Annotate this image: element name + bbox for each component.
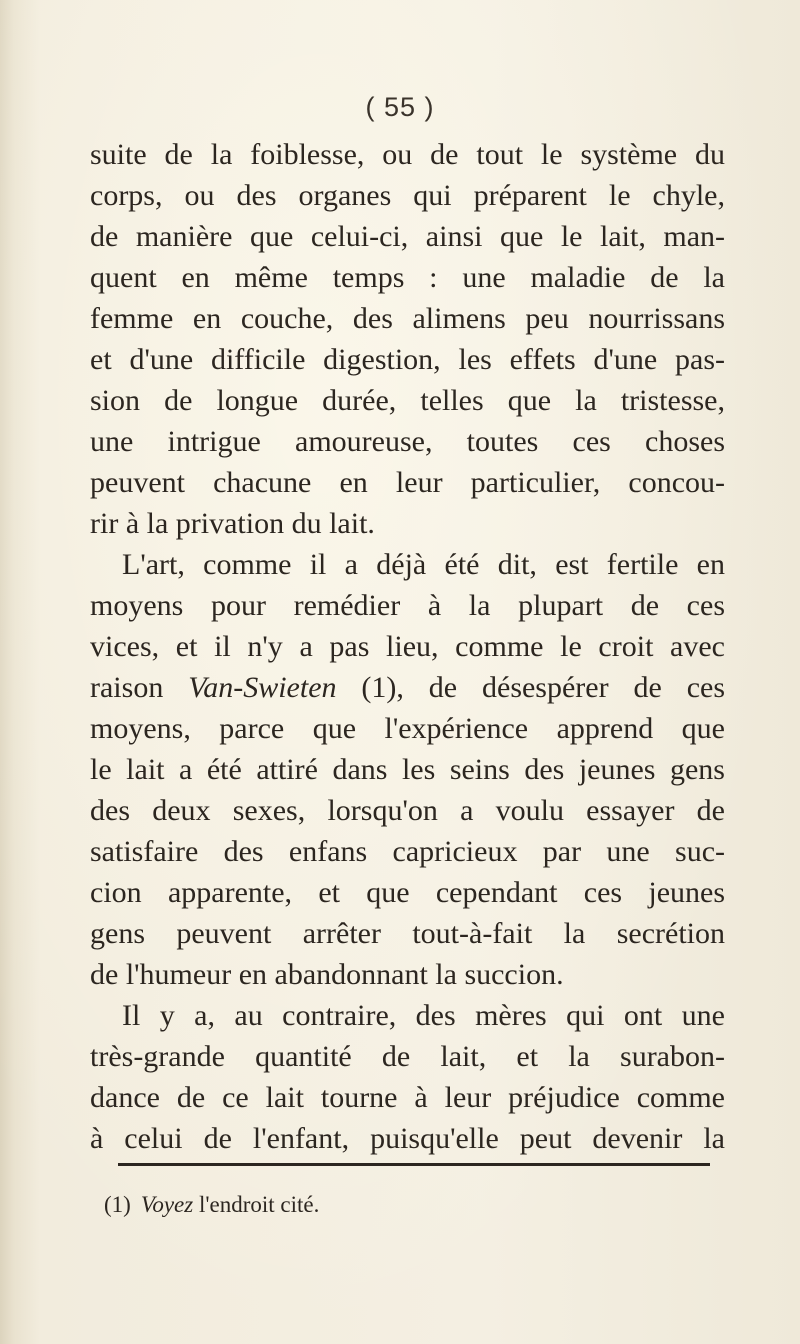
text-line: et d'une difficile digestion, les effets d'une pas-: [90, 343, 725, 376]
text-line: suite de la foiblesse, ou de tout le système du: [90, 138, 725, 171]
text-line: corps, ou des organes qui préparent le chyle,: [90, 179, 725, 212]
text-line: peuvent chacune en leur particulier, concou-: [90, 466, 725, 499]
text-line: femme en couche, des alimens peu nourrissans: [90, 302, 725, 335]
text-line: cion apparente, et que cependant ces jeunes: [90, 876, 725, 909]
text-line-with-citation: [90, 667, 725, 708]
text-line: rir à la privation du lait.: [90, 507, 375, 540]
text-line: dance de ce lait tourne à leur préjudice comme: [90, 1081, 725, 1114]
text-line: moyens, parce que l'expérience apprend que: [90, 712, 725, 745]
paragraph-start-line: Il y a, au contraire, des mères qui ont une: [122, 999, 725, 1032]
text-line: le lait a été attiré dans les seins des jeunes gens: [90, 753, 725, 786]
footnote-italic: Voyez: [140, 1192, 194, 1217]
footnote-mark: (1): [104, 1192, 131, 1217]
text-segment: raison: [90, 671, 189, 704]
text-segment: (1), de désespérer de ces: [336, 671, 725, 704]
text-line: à celui de l'enfant, puisqu'elle peut devenir la: [90, 1122, 725, 1155]
text-line: moyens pour remédier à la plupart de ces: [90, 589, 725, 622]
page-number: ( 55 ): [365, 92, 435, 122]
text-line: très-grande quantité de lait, et la surabon-: [90, 1040, 725, 1073]
text-line: sion de longue durée, telles que la tristesse,: [90, 384, 725, 417]
footnote-text: l'endroit cité.: [193, 1192, 320, 1217]
paragraph-start-line: L'art, comme il a déjà été dit, est fertile en: [122, 548, 725, 581]
text-line: de l'humeur en abandonnant la succion.: [90, 958, 564, 991]
text-line: satisfaire des enfans capricieux par une suc-: [90, 835, 725, 868]
text-line: des deux sexes, lorsqu'on a voulu essayer de: [90, 794, 725, 827]
body-text: [90, 134, 725, 1159]
text-line: gens peuvent arrêter tout-à-fait la secrétion: [90, 917, 725, 950]
footnote-rule: [118, 1163, 710, 1166]
footnote: [104, 1192, 319, 1218]
text-line: de manière que celui-ci, ainsi que le lait, man-: [90, 220, 725, 253]
text-line: quent en même temps : une maladie de la: [90, 261, 725, 294]
text-line: une intrigue amoureuse, toutes ces choses: [90, 425, 725, 458]
text-line: vices, et il n'y a pas lieu, comme le croit avec: [90, 630, 725, 663]
author-name: Van-Swieten: [188, 671, 337, 704]
